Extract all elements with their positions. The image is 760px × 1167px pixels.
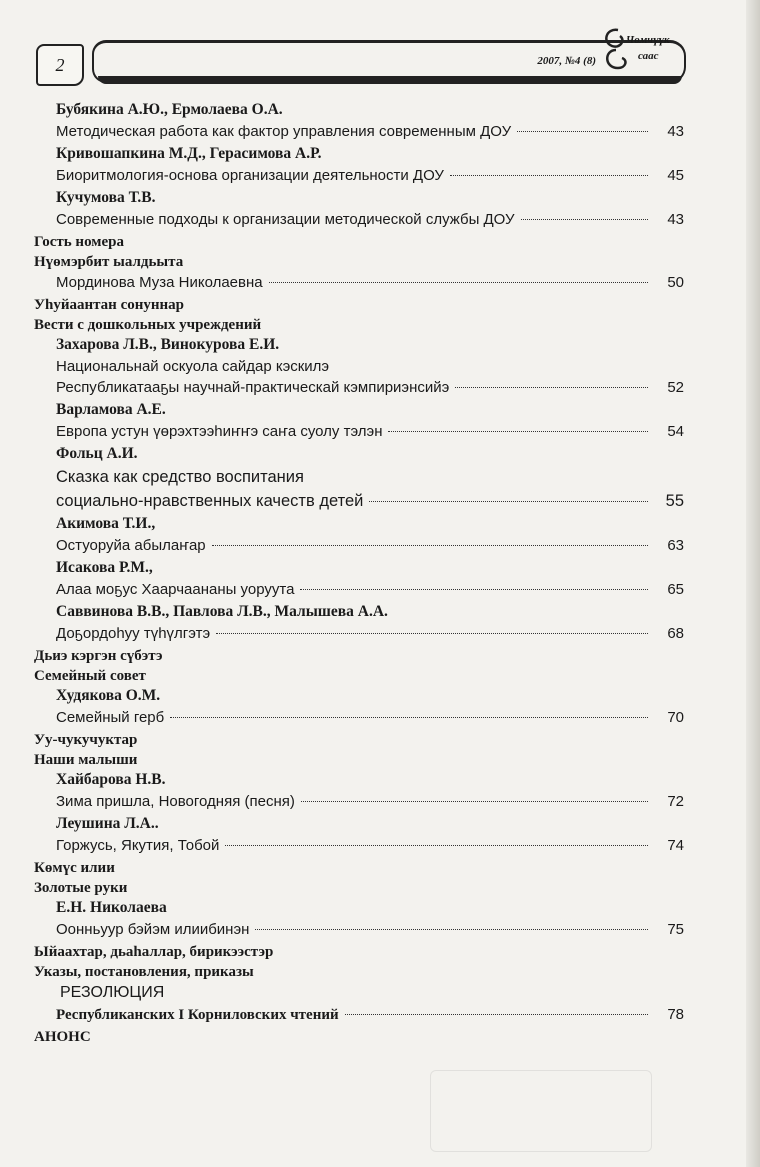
section-heading: Нүөмэрбит ыалдьыта bbox=[34, 254, 184, 270]
entry-title: Оонньуур бэйэм илиибинэн bbox=[56, 921, 250, 938]
entry-title: Европа устун үөрэхтээһиҥҥэ саҥа суолу тэлэн bbox=[56, 423, 383, 440]
entry-title: социально-нравственных качеств детей bbox=[56, 492, 364, 510]
section-heading: Золотые руки bbox=[34, 880, 128, 896]
leader-dots bbox=[212, 545, 648, 546]
toc-entry[interactable] bbox=[34, 489, 684, 514]
page-ref: 78 bbox=[667, 1006, 684, 1023]
page-ref: 72 bbox=[667, 793, 684, 810]
entry-title: Остуоруйа абылаҥар bbox=[56, 537, 206, 554]
entry-author: Худякова О.М. bbox=[56, 687, 161, 704]
entry-title: Семейный герб bbox=[56, 709, 165, 726]
logo-swirl-icon bbox=[596, 20, 682, 76]
page-header bbox=[36, 36, 676, 88]
page-ref: 65 bbox=[667, 581, 684, 598]
section-heading: Вести с дошкольных учреждений bbox=[34, 317, 262, 333]
section-heading: Наши малыши bbox=[34, 752, 138, 768]
logo-line1: Чөмчүүк bbox=[626, 34, 670, 46]
magazine-logo bbox=[596, 20, 682, 76]
bleed-through-stamp bbox=[430, 1070, 652, 1152]
entry-author: Варламова А.Е. bbox=[56, 401, 166, 418]
section-heading: Уһуйаантан сонуннар bbox=[34, 297, 185, 313]
entry-title: Горжусь, Якутия, Тобой bbox=[56, 837, 220, 854]
toc-entry[interactable] bbox=[34, 165, 684, 188]
entry-title: Национальнай оскуола сайдар кэскилэ bbox=[56, 358, 330, 375]
entry-author: Захарова Л.В., Винокурова Е.И. bbox=[56, 336, 280, 353]
leader-dots bbox=[345, 1014, 648, 1015]
entry-title: Современные подходы к организации методической службы ДОУ bbox=[56, 211, 515, 228]
leader-dots bbox=[455, 387, 648, 388]
page-ref: 55 bbox=[665, 492, 684, 510]
toc-entry[interactable] bbox=[34, 623, 684, 646]
entry-author: Исакова Р.М., bbox=[56, 559, 153, 576]
entry-author: Е.Н. Николаева bbox=[56, 899, 167, 916]
header-bar-shadow bbox=[98, 76, 682, 84]
entry-author: Фольц А.И. bbox=[56, 445, 138, 462]
section-heading: АНОНС bbox=[34, 1029, 91, 1045]
toc-entry[interactable] bbox=[34, 377, 684, 400]
entry-title: Методическая работа как фактор управления современным ДОУ bbox=[56, 123, 512, 140]
page-ref: 75 bbox=[667, 921, 684, 938]
page-ref: 45 bbox=[667, 167, 684, 184]
entry-author: Акимова Т.И., bbox=[56, 515, 156, 532]
toc-entry[interactable] bbox=[34, 791, 684, 814]
leader-dots bbox=[521, 219, 648, 220]
section-heading: Указы, постановления, приказы bbox=[34, 964, 254, 980]
page-ref: 54 bbox=[667, 423, 684, 440]
entry-author: Леушина Л.А.. bbox=[56, 815, 159, 832]
leader-dots bbox=[517, 131, 648, 132]
leader-dots bbox=[255, 929, 648, 930]
page-ref: 63 bbox=[667, 537, 684, 554]
leader-dots bbox=[369, 501, 648, 502]
entry-author: Хайбарова Н.В. bbox=[56, 771, 166, 788]
issue-label: 2007, №4 (8) bbox=[537, 55, 596, 67]
entry-title: Республикатааҕы научнай-практическай кэмпириэнсийэ bbox=[56, 379, 450, 396]
section-heading: Ыйаахтар, дьаһаллар, бирикээстэр bbox=[34, 944, 274, 960]
leader-dots bbox=[301, 801, 648, 802]
page-ref: 50 bbox=[667, 274, 684, 291]
leader-dots bbox=[450, 175, 648, 176]
entry-author: Саввинова В.В., Павлова Л.В., Малышева А.А. bbox=[56, 603, 388, 620]
entry-title: Биоритмология-основа организации деятельности ДОУ bbox=[56, 167, 444, 184]
leader-dots bbox=[388, 431, 648, 432]
leader-dots bbox=[300, 589, 648, 590]
entry-title: Алаа моҕус Хаарчаананы уоруута bbox=[56, 581, 295, 598]
leader-dots bbox=[269, 282, 648, 283]
toc-entry[interactable] bbox=[34, 421, 684, 444]
section-heading: Гость номера bbox=[34, 234, 125, 250]
section-heading: Көмүс илии bbox=[34, 860, 115, 876]
leader-dots bbox=[170, 717, 648, 718]
entry-title: Мординова Муза Николаевна bbox=[56, 274, 263, 291]
toc-entry[interactable] bbox=[34, 707, 684, 730]
page-ref: 74 bbox=[667, 837, 684, 854]
section-heading: Семейный совет bbox=[34, 668, 146, 684]
page-number: 2 bbox=[36, 44, 84, 86]
resolution-label: РЕЗОЛЮЦИЯ bbox=[60, 984, 165, 1001]
entry-title: Доҕордоһуу түһүлгэтэ bbox=[56, 625, 211, 642]
page-ref: 70 bbox=[667, 709, 684, 726]
toc-entry[interactable] bbox=[34, 919, 684, 942]
leader-dots bbox=[225, 845, 648, 846]
toc-entry[interactable] bbox=[34, 121, 684, 144]
entry-author: Кривошапкина М.Д., Герасимова А.Р. bbox=[56, 145, 322, 162]
leader-dots bbox=[216, 633, 648, 634]
toc-entry[interactable] bbox=[34, 835, 684, 858]
page-edge bbox=[746, 0, 760, 1167]
page-ref: 52 bbox=[667, 379, 684, 396]
toc-entry[interactable] bbox=[34, 579, 684, 602]
toc-entry[interactable] bbox=[34, 209, 684, 232]
entry-author: Кучумова Т.В. bbox=[56, 189, 156, 206]
section-heading: Уу-чукучуктар bbox=[34, 732, 138, 748]
page-ref: 43 bbox=[667, 211, 684, 228]
entry-title: Зима пришла, Новогодняя (песня) bbox=[56, 793, 295, 810]
entry-author: Бубякина А.Ю., Ермолаева О.А. bbox=[56, 101, 283, 118]
page-ref: 43 bbox=[667, 123, 684, 140]
toc-entry[interactable] bbox=[34, 1004, 684, 1027]
entry-title: Республиканских I Корниловских чтений bbox=[56, 1007, 339, 1023]
toc-entry[interactable] bbox=[34, 535, 684, 558]
entry-title: Сказка как средство воспитания bbox=[56, 468, 304, 486]
table-of-contents bbox=[34, 100, 684, 1047]
page-ref: 68 bbox=[667, 625, 684, 642]
section-heading: Дьиэ кэргэн сүбэтэ bbox=[34, 648, 163, 664]
toc-entry[interactable] bbox=[34, 272, 684, 295]
logo-line2: саас bbox=[638, 50, 659, 62]
